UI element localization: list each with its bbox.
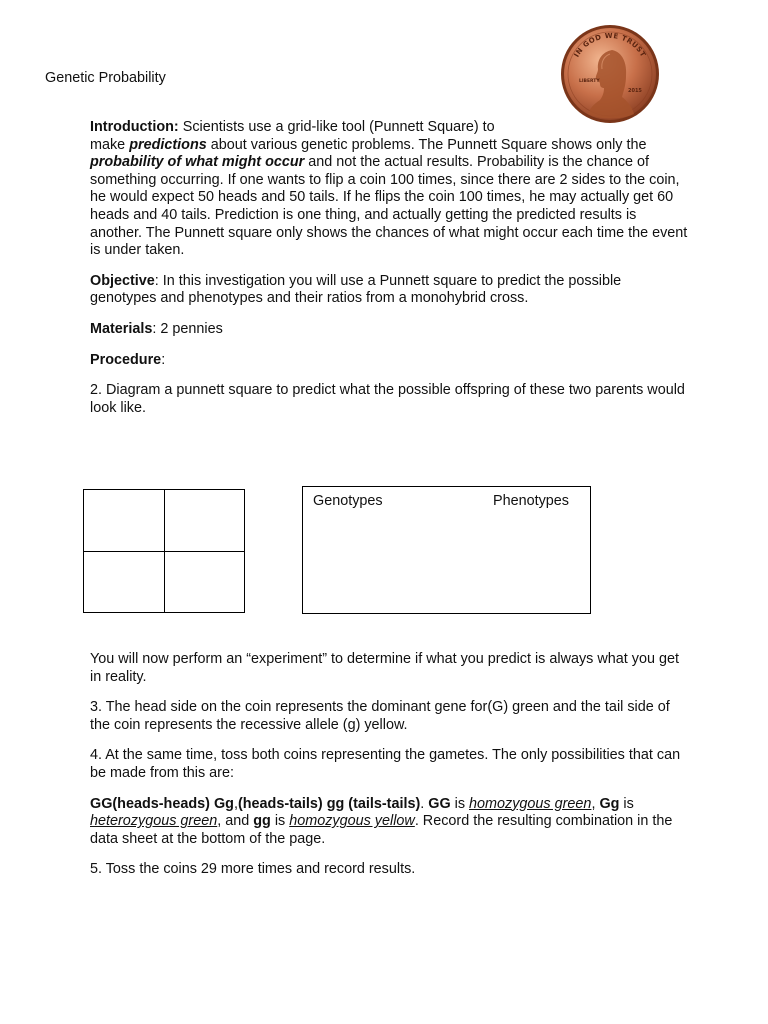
combo-period: . [420,795,429,812]
intro-text-3: about various genetic problems. The Punnett Square shows only the [206,136,647,153]
experiment-paragraph: You will now perform an “experiment” to determine if what you predict is always what you get in reality. [90,651,679,685]
introduction-section [90,119,688,417]
step-4: 4. At the same time, toss both coins representing the gametes. The only possibilities that can be made from this are: [90,747,681,781]
penny-image [560,24,660,124]
combo-gg-bold: GG(heads-heads) Gg [90,795,234,812]
materials-label: Materials [90,320,153,337]
objective-paragraph [90,273,688,308]
procedure-colon: : [161,351,166,368]
step-2: 2. Diagram a punnett square to predict what the possible offspring of these two parents would look like. [90,382,685,416]
combo-is-1: is [450,795,470,812]
experiment-section [90,651,688,879]
intro-emphasis-probability: probability of what might occur [90,154,305,171]
materials-paragraph [90,321,688,339]
term-homozygous-green: homozygous green [469,795,592,812]
combo-comma: , [233,795,238,812]
genotypes-header: Genotypes [313,493,383,509]
introduction-label: Introduction: [90,119,179,135]
combo-is-2: is [619,795,634,812]
genotype-phenotype-table[interactable] [302,486,591,614]
combo-GG: GG [428,795,451,812]
penny-liberty: LIBERTY [579,79,600,84]
phenotypes-header: Phenotypes [493,493,570,509]
combo-is-3: is [270,813,290,830]
combinations-paragraph [90,796,688,849]
combo-record-instruction: . Record the resulting combination in the data sheet at the bottom of the page. [90,813,673,847]
step-3: 3. The head side on the coin represents the dominant gene for(G) green and the tail side of the coin represents the recessive allele (g) yellow. [90,699,670,733]
intro-emphasis-predictions: predictions [129,136,207,153]
combo-sep-1: , [591,795,600,812]
objective-text: : In this investigation you will use a Punnett square to predict the possible genotypes and phenotypes and their ratios from a monohybrid cross. [90,272,622,307]
combo-heads-tails-bold: (heads-tails) gg (tails-tails) [237,795,421,812]
combo-and: , and [217,813,254,830]
term-homozygous-yellow: homozygous yellow [289,813,415,830]
intro-text-1: Scientists use a grid-like tool (Punnett Square) to [178,119,495,135]
procedure-heading [90,352,688,370]
penny-motto: IN GOD WE TRUST [572,31,648,59]
intro-text-4: and not the actual results. Probability is the chance of something occurring. If one wants to flip a coin 100 times, since there are 2 sides to the coin, he would expect 50 heads and 50 tails. If he flips the coin 100 times, he may actually get 60 heads and 40 tails. Prediction is one thing, and actually getting the predicted results is another. The Punnett square only shows the chances of what might occur each time the event is under taken. [90,154,688,259]
procedure-label: Procedure [90,351,162,368]
punnett-divider-horizontal [84,551,244,552]
punnett-square[interactable] [83,489,245,613]
penny-year: 2015 [628,88,642,94]
step-5: 5. Toss the coins 29 more times and record results. [90,861,416,878]
term-heterozygous-green: heterozygous green [90,813,218,830]
combo-gg: gg [253,813,271,830]
introduction-paragraph [90,119,688,260]
objective-label: Objective [90,272,155,289]
intro-text-2: make [90,136,130,153]
materials-text: : 2 pennies [152,320,223,337]
document-title: Genetic Probability [45,70,166,86]
combo-Gg: Gg [599,795,620,812]
